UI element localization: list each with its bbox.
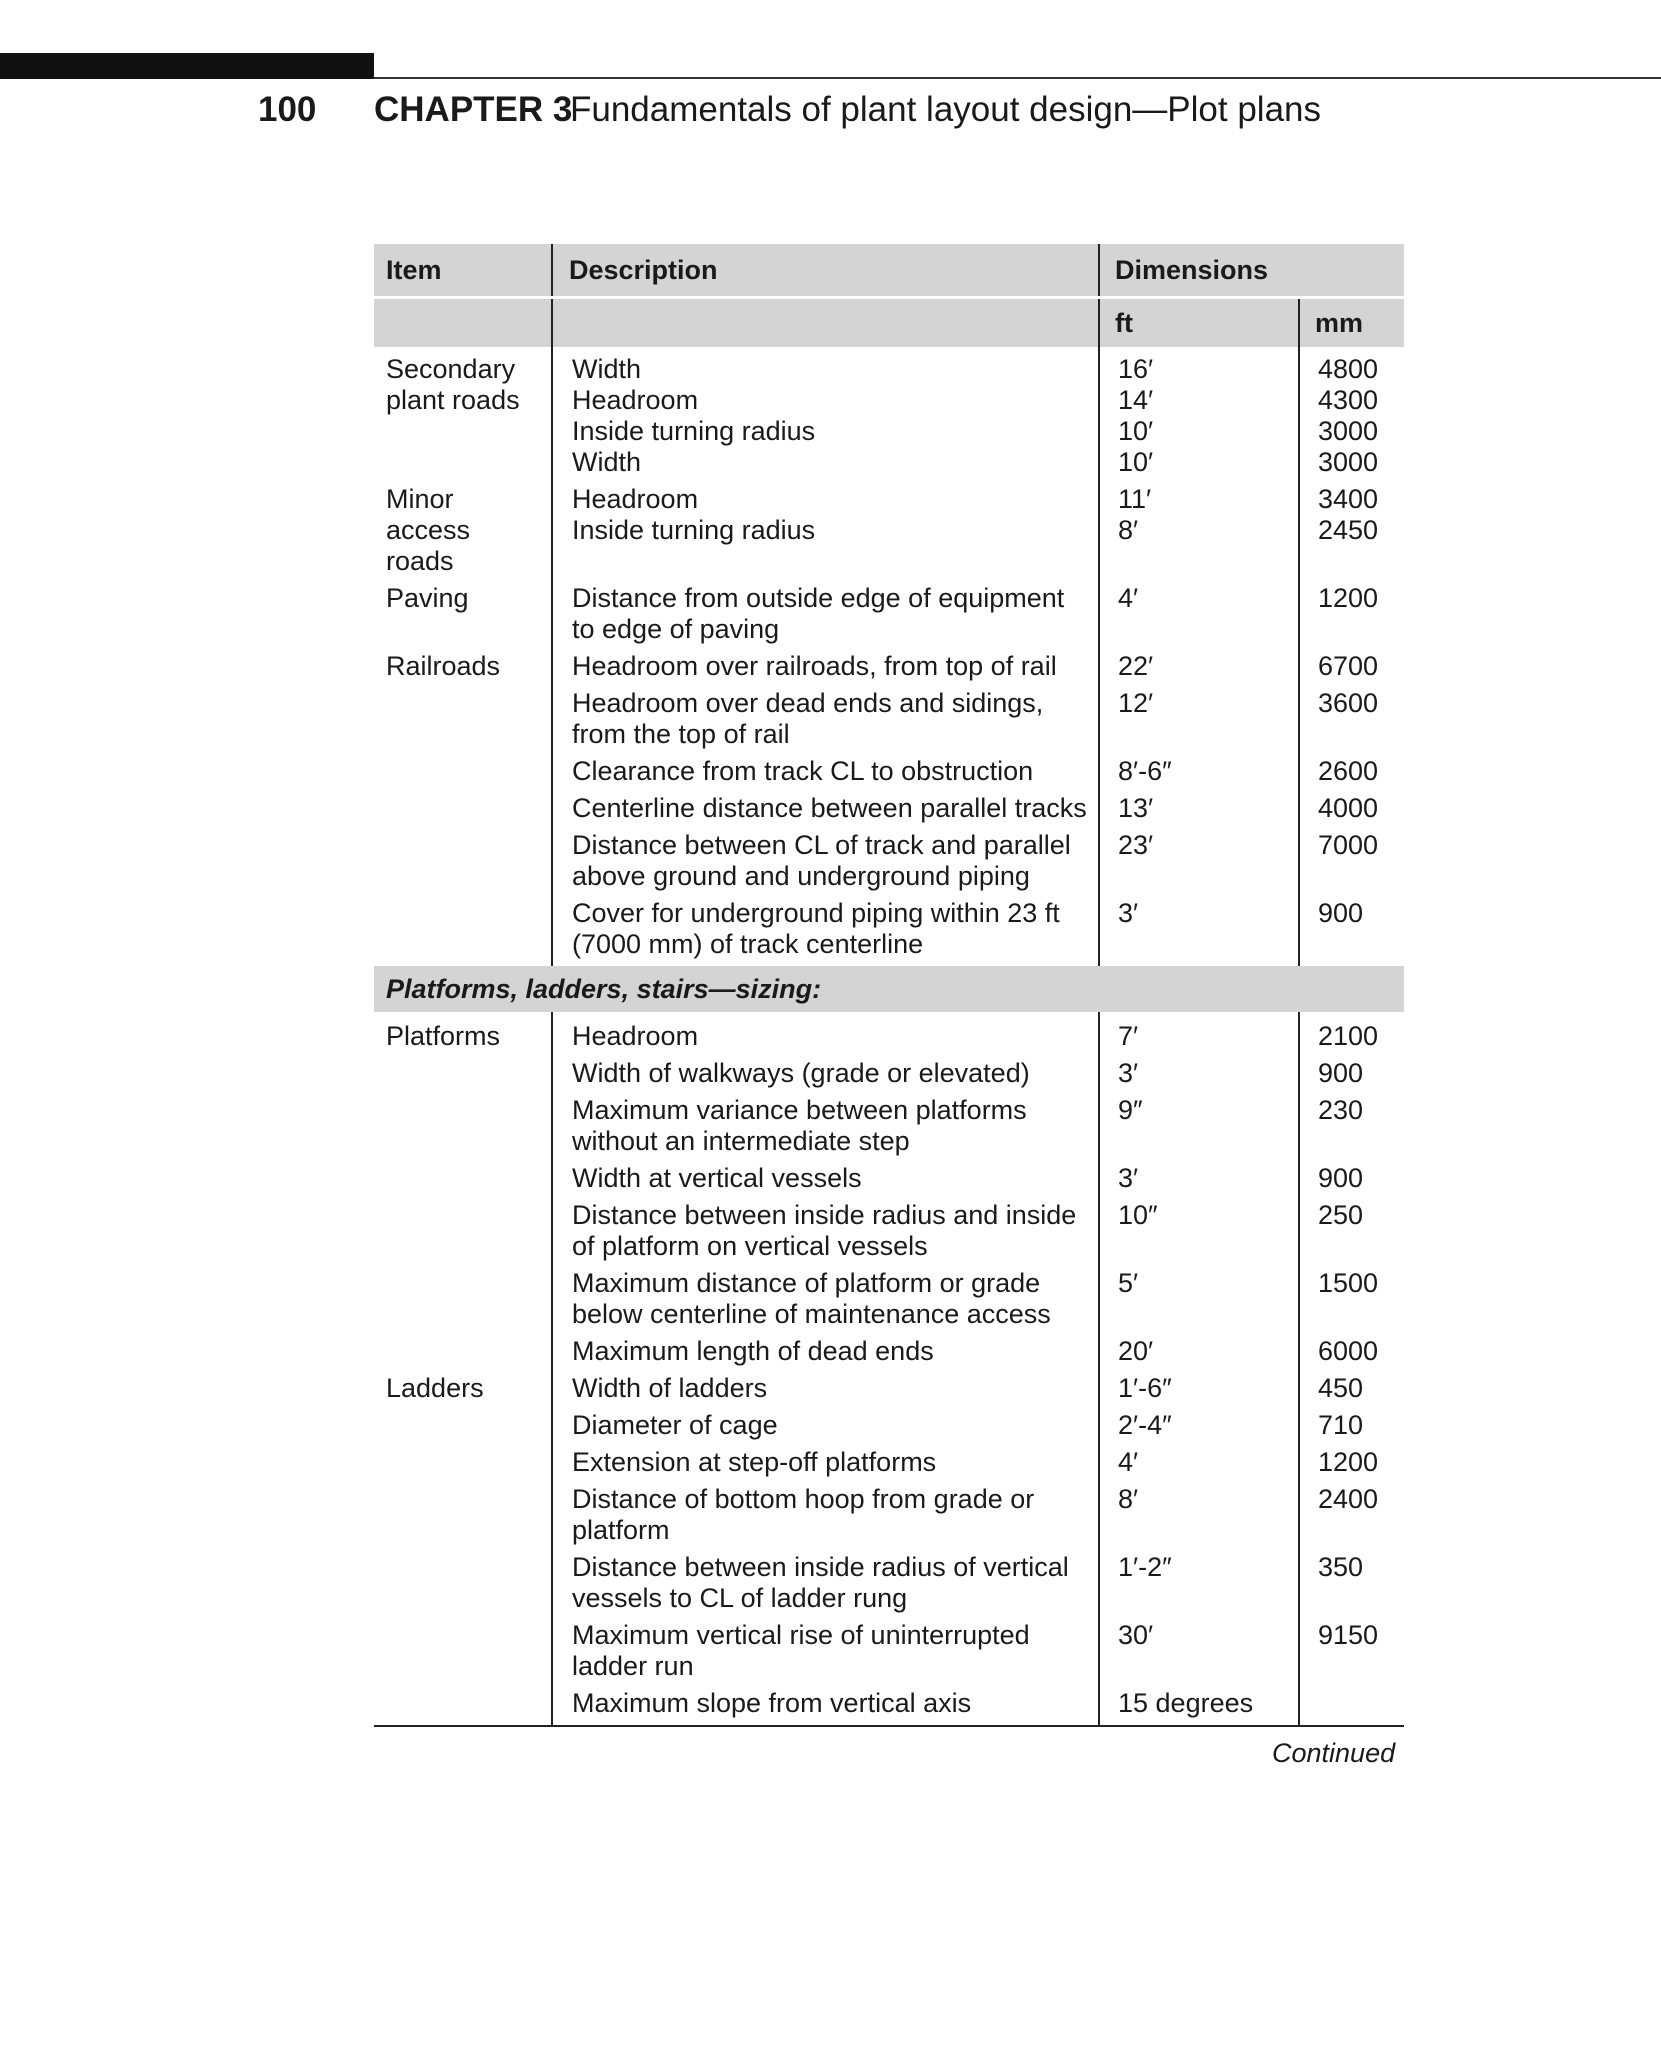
- item-cell: [374, 1410, 552, 1447]
- table-row: [374, 1200, 1404, 1268]
- ft-cell: [1099, 484, 1299, 583]
- description-line: Headroom: [572, 484, 699, 514]
- table-row: [374, 583, 1404, 651]
- item-cell: Ladders: [386, 1373, 484, 1403]
- description-cell: Headroom over railroads, from top of rail: [552, 651, 1099, 688]
- ft-cell: 30′: [1099, 1620, 1299, 1688]
- page-number: 100: [258, 90, 317, 129]
- ft-cell: 20′: [1099, 1336, 1299, 1373]
- description-cell: [552, 347, 1099, 484]
- ft-value: 11′: [1118, 484, 1152, 514]
- table-row: [374, 1688, 1404, 1726]
- ft-cell: 10″: [1099, 1200, 1299, 1268]
- mm-cell: 2600: [1299, 756, 1404, 793]
- ft-cell: 3′: [1099, 898, 1299, 966]
- item-cell: Railroads: [386, 651, 501, 681]
- table-row: [374, 1058, 1404, 1095]
- section-title: Platforms, ladders, stairs—sizing:: [374, 966, 1404, 1012]
- item-cell: [374, 830, 552, 898]
- description-cell: Distance between CL of track and parallel above ground and underground piping: [552, 830, 1099, 898]
- ft-cell: 8′-6″: [1099, 756, 1299, 793]
- description-line: Width: [572, 354, 642, 384]
- table-row: [374, 1484, 1404, 1552]
- table-row: [374, 1012, 1404, 1058]
- description-line: Width: [572, 447, 642, 477]
- item-cell: Paving: [386, 583, 469, 613]
- table-row-secondary-roads: [374, 347, 1404, 484]
- ft-cell: 7′: [1099, 1012, 1299, 1058]
- continued-note: Continued: [1272, 1738, 1396, 1768]
- description-cell: Diameter of cage: [552, 1410, 1099, 1447]
- table-row: [374, 1410, 1404, 1447]
- mm-value: 2450: [1318, 515, 1379, 545]
- mm-cell: 1200: [1299, 583, 1404, 651]
- ft-cell: 4′: [1099, 1447, 1299, 1484]
- item-cell: [374, 1688, 552, 1726]
- mm-cell: 6700: [1299, 651, 1404, 688]
- ft-cell: 1′-6″: [1099, 1373, 1299, 1410]
- ft-value: 10′: [1118, 447, 1154, 477]
- description-cell: Headroom: [552, 1012, 1099, 1058]
- item-cell: [374, 756, 552, 793]
- item-cell: [374, 1268, 552, 1336]
- ft-cell: 2′-4″: [1099, 1410, 1299, 1447]
- description-cell: Width of ladders: [552, 1373, 1099, 1410]
- ft-value: 16′: [1118, 354, 1154, 384]
- ft-cell: 12′: [1099, 688, 1299, 756]
- table-row: [374, 1552, 1404, 1620]
- mm-cell: 350: [1299, 1552, 1404, 1620]
- table-header-row: [374, 244, 1404, 298]
- mm-cell: 1500: [1299, 1268, 1404, 1336]
- table-subheader-row: [374, 298, 1404, 348]
- mm-cell: 6000: [1299, 1336, 1404, 1373]
- description-cell: Clearance from track CL to obstruction: [552, 756, 1099, 793]
- item-cell: [374, 1447, 552, 1484]
- mm-value: 3000: [1318, 416, 1379, 446]
- table-row: [374, 1447, 1404, 1484]
- item-cell: Secondary plant roads: [386, 354, 520, 415]
- ft-cell: 3′: [1099, 1163, 1299, 1200]
- description-cell: Distance between inside radius and inside of platform on vertical vessels: [552, 1200, 1099, 1268]
- mm-cell: [1299, 1688, 1404, 1726]
- description-cell: Width of walkways (grade or elevated): [552, 1058, 1099, 1095]
- ft-cell: 8′: [1099, 1484, 1299, 1552]
- ft-value: 8′: [1118, 515, 1139, 545]
- mm-cell: 2100: [1299, 1012, 1404, 1058]
- item-cell: [374, 1095, 552, 1163]
- item-cell: [374, 1336, 552, 1373]
- description-cell: Distance between inside radius of vertical vessels to CL of ladder rung: [552, 1552, 1099, 1620]
- mm-value: 4800: [1318, 354, 1379, 384]
- ft-cell: 3′: [1099, 1058, 1299, 1095]
- item-cell: Minor access roads: [386, 484, 471, 576]
- dimensions-table: [374, 244, 1404, 1727]
- mm-value: 3400: [1318, 484, 1379, 514]
- mm-cell: 2400: [1299, 1484, 1404, 1552]
- mm-cell: 230: [1299, 1095, 1404, 1163]
- item-cell: [374, 1200, 552, 1268]
- mm-cell: 3600: [1299, 688, 1404, 756]
- description-cell: Maximum slope from vertical axis: [552, 1688, 1099, 1726]
- ft-cell: 23′: [1099, 830, 1299, 898]
- mm-cell: 250: [1299, 1200, 1404, 1268]
- description-cell: Maximum vertical rise of uninterrupted ladder run: [552, 1620, 1099, 1688]
- header-item: Item: [374, 244, 552, 298]
- item-cell: [374, 1484, 552, 1552]
- table-row: [374, 1620, 1404, 1688]
- description-line: Headroom: [572, 385, 699, 415]
- table-row-minor-roads: [374, 484, 1404, 583]
- table-row: [374, 793, 1404, 830]
- item-cell: [374, 1058, 552, 1095]
- table-row: [374, 1373, 1404, 1410]
- mm-cell: [1299, 347, 1404, 484]
- chapter-title: Fundamentals of plant layout design—Plot plans: [570, 90, 1322, 129]
- mm-cell: 450: [1299, 1373, 1404, 1410]
- description-line: Inside turning radius: [572, 416, 816, 446]
- table-row: [374, 651, 1404, 688]
- ft-cell: [1099, 347, 1299, 484]
- ft-cell: 13′: [1099, 793, 1299, 830]
- table-row: [374, 1095, 1404, 1163]
- header-dimensions: Dimensions: [1099, 244, 1404, 298]
- table-row: [374, 830, 1404, 898]
- ft-cell: 9″: [1099, 1095, 1299, 1163]
- mm-cell: 900: [1299, 1058, 1404, 1095]
- section-header-row: [374, 966, 1404, 1012]
- table-row: [374, 1163, 1404, 1200]
- description-cell: Cover for underground piping within 23 ft (7000 mm) of track centerline: [552, 898, 1099, 966]
- table-row: [374, 1268, 1404, 1336]
- mm-cell: 710: [1299, 1410, 1404, 1447]
- mm-cell: 900: [1299, 1163, 1404, 1200]
- item-cell: [374, 1552, 552, 1620]
- description-cell: [552, 484, 1099, 583]
- table-row: [374, 898, 1404, 966]
- subheader-item-blank: [374, 298, 552, 348]
- description-cell: Distance of bottom hoop from grade or platform: [552, 1484, 1099, 1552]
- table-row: [374, 756, 1404, 793]
- mm-cell: 9150: [1299, 1620, 1404, 1688]
- ft-cell: 4′: [1099, 583, 1299, 651]
- description-line: Inside turning radius: [572, 515, 816, 545]
- mm-cell: [1299, 484, 1404, 583]
- item-cell: [374, 1163, 552, 1200]
- item-cell: [374, 688, 552, 756]
- header-black-bar: [0, 53, 374, 79]
- header-mm: mm: [1299, 298, 1404, 348]
- item-cell: [374, 898, 552, 966]
- ft-cell: 5′: [1099, 1268, 1299, 1336]
- description-cell: Centerline distance between parallel tracks: [552, 793, 1099, 830]
- description-cell: Distance from outside edge of equipment to edge of paving: [552, 583, 1099, 651]
- item-cell: [374, 1620, 552, 1688]
- description-cell: Maximum length of dead ends: [552, 1336, 1099, 1373]
- table-row: [374, 1336, 1404, 1373]
- chapter-label: CHAPTER 3: [374, 90, 573, 129]
- ft-value: 10′: [1118, 416, 1154, 446]
- mm-cell: 900: [1299, 898, 1404, 966]
- header-rule: [374, 77, 1661, 79]
- item-cell: Platforms: [386, 1021, 501, 1051]
- description-cell: Maximum distance of platform or grade below centerline of maintenance access: [552, 1268, 1099, 1336]
- ft-cell: 1′-2″: [1099, 1552, 1299, 1620]
- table-row: [374, 688, 1404, 756]
- subheader-desc-blank: [552, 298, 1099, 348]
- mm-value: 4300: [1318, 385, 1379, 415]
- mm-cell: 7000: [1299, 830, 1404, 898]
- description-cell: Width at vertical vessels: [552, 1163, 1099, 1200]
- mm-cell: 1200: [1299, 1447, 1404, 1484]
- description-cell: Headroom over dead ends and sidings, from the top of rail: [552, 688, 1099, 756]
- mm-cell: 4000: [1299, 793, 1404, 830]
- ft-value: 14′: [1118, 385, 1154, 415]
- ft-cell: 22′: [1099, 651, 1299, 688]
- ft-cell: 15 degrees: [1099, 1688, 1299, 1726]
- item-cell: [374, 793, 552, 830]
- header-description: Description: [552, 244, 1099, 298]
- header-ft: ft: [1099, 298, 1299, 348]
- description-cell: Maximum variance between platforms without an intermediate step: [552, 1095, 1099, 1163]
- mm-value: 3000: [1318, 447, 1379, 477]
- description-cell: Extension at step-off platforms: [552, 1447, 1099, 1484]
